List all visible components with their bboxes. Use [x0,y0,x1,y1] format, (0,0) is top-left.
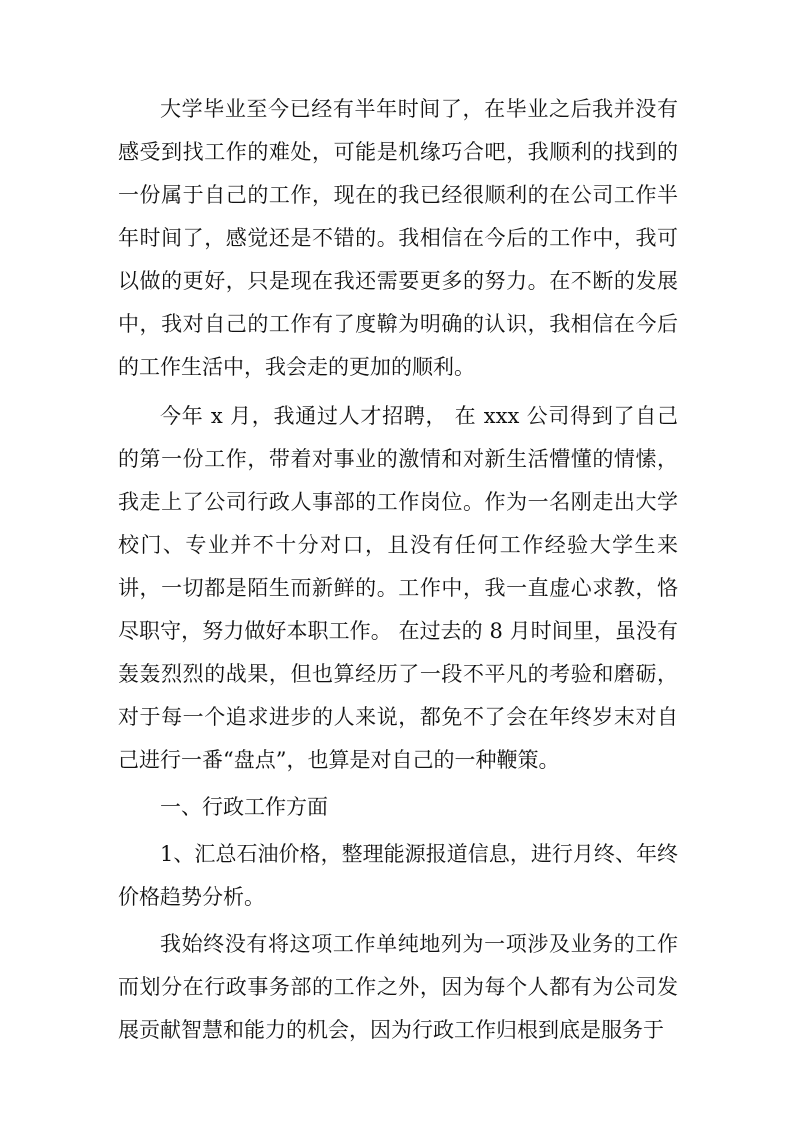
list-item-oil-price: 1、汇总石油价格，整理能源报道信息，进行月终、年终价格趋势分析。 [118,842,678,909]
document-body [118,88,678,1052]
section-heading-admin-work: 一、行政工作方面 [160,795,328,819]
paragraph-work-view: 我始终没有将这项工作单纯地列为一项涉及业务的工作而划分在行政事务部的工作之外，因为每个人都有为公司发展贡献智慧和能力的机会，因为行政工作归根到底是服务于 [118,932,678,1042]
paragraph-intro: 大学毕业至今已经有半年时间了，在毕业之后我并没有感受到找工作的难处，可能是机缘巧合吧，我顺利的找到的一份属于自己的工作，现在的我已经很顺利的在公司工作半年时间了，感觉还是不错的。我相信在今后的工作中，我可以做的更好，只是现在我还需要更多的努力。在不断的发展中，我对自己的工作有了度鞥为明确的认识，我相信在今后的工作生活中，我会走的更加的顺利。 [118,97,678,379]
paragraph-job-start: 今年 x 月，我通过人才招聘， 在 xxx 公司得到了自己的第一份工作，带着对事业的激情和对新生活懵懂的情愫，我走上了公司行政人事部的工作岗位。作为一名刚走出大学校门、专业并不十分对口，且没有任何工作经验大学生来讲，一切都是陌生而新鲜的。工作中，我一直虚心求教，恪尽职守，努力做好本职工作。 在过去的 8 月时间里，虽没有轰轰烈烈的战果，但也算经历了一段不平凡的考验和磨砺，对于每一个追求进步的人来说，都免不了会在年终岁末对自己进行一番“盘点”，也算是对自己的一种鞭策。 [118,404,678,772]
